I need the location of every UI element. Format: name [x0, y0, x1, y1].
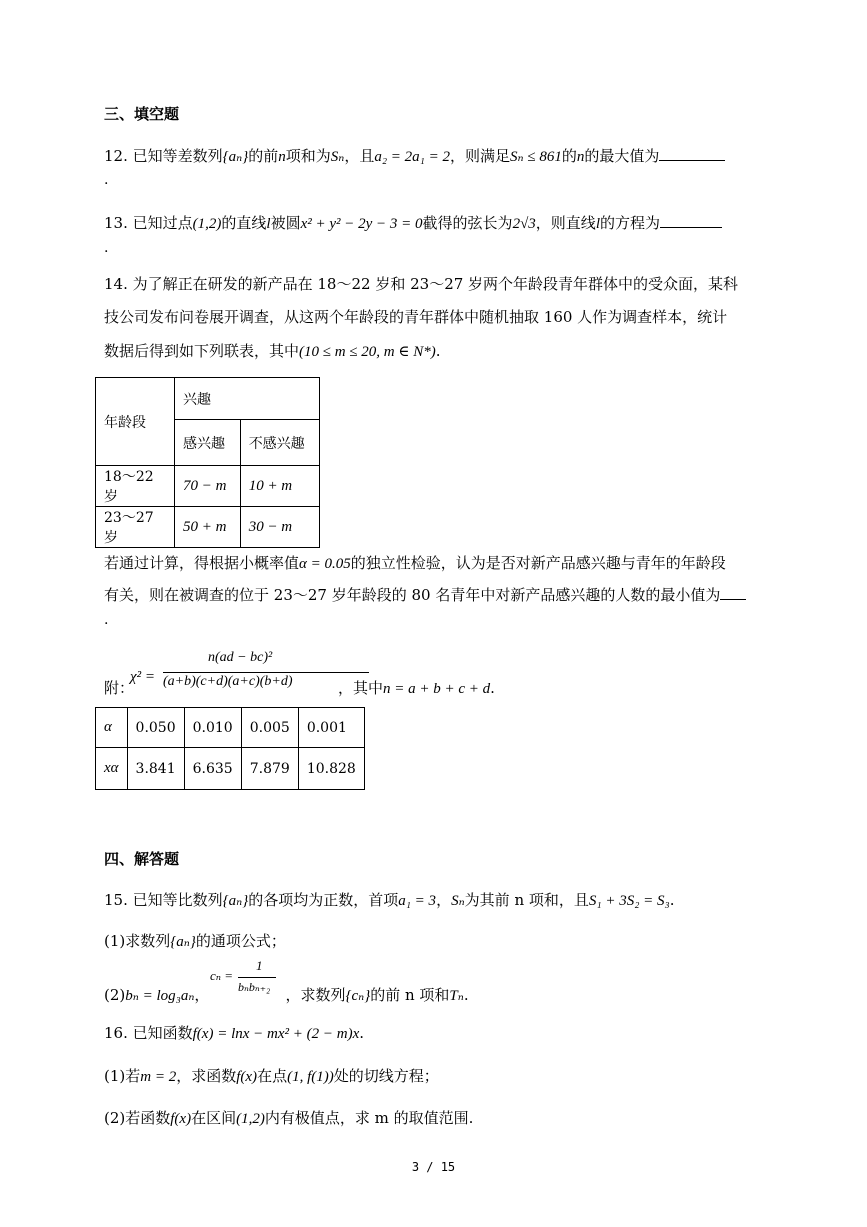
question-14-line-2: 技公司发布问卷展开调查，从这两个年龄段的青年群体中随机抽取 160 人作为调查样本，统计 [104, 308, 728, 326]
question-13: 13. 已知过点(1,2)的直线l被圆x² + y² − 2y − 3 = 0截得的弦长为2√3，则直线l的方程为 [104, 213, 722, 234]
line-end-dot: . [104, 172, 109, 188]
table-row: 23～27 岁 50 + m 30 − m [96, 507, 320, 548]
appendix-label: 附： [104, 679, 135, 697]
question-14-line-4: 若通过计算，得根据小概率值α = 0.05的独立性检验，认为是否对新产品感兴趣与青年的年龄段 [104, 554, 726, 572]
question-15-part-1: (1)求数列{aₙ}的通项公式； [104, 932, 286, 950]
question-15-part-2: (2)bₙ = log₃aₙ， ，求数列{cₙ}的前 n 项和Tₙ. [104, 986, 469, 1004]
question-15: 15. 已知等比数列{aₙ}的各项均为正数，首项a₁ = 3，Sₙ为其前 n 项和，且S₁ + 3S₂ = S₃. [104, 891, 675, 909]
table-row: xα 3.841 6.635 7.879 10.828 [96, 748, 365, 790]
question-16-part-2: (2)若函数f(x)在区间(1,2)内有极值点，求 m 的取值范围. [104, 1109, 474, 1127]
column-group-interest: 兴趣 [175, 378, 320, 420]
page-number: 3 / 15 [411, 1160, 456, 1174]
question-14-line-1: 14. 为了解正在研发的新产品在 18～22 岁和 23～27 岁两个年龄段青年群体中的受众面，某科 [104, 275, 739, 293]
contingency-table [95, 377, 320, 548]
math-inequality: Sₙ ≤ 861 [510, 149, 562, 165]
fraction-bar [163, 672, 369, 673]
question-14-line-5: 有关，则在被调查的位于 23～27 岁年龄段的 80 名青年中对新产品感兴趣的人数的最小值为 [104, 585, 746, 605]
math-m-range: (10 ≤ m ≤ 20, m ∈ N*) [299, 344, 436, 360]
answer-blank [659, 146, 725, 161]
row-header-age: 年龄段 [96, 378, 175, 466]
question-14-line-3: 数据后得到如下列联表，其中(10 ≤ m ≤ 20, m ∈ N*). [104, 342, 441, 360]
column-interested: 感兴趣 [175, 420, 241, 466]
line-end-dot: . [104, 240, 109, 256]
math-condition: a₂ = 2a₁ = 2 [374, 149, 451, 165]
math-seq: {aₙ} [222, 149, 249, 165]
math-circle: x² + y² − 2y − 3 = 0 [300, 216, 423, 232]
question-12: 12. 已知等差数列{aₙ}的前n项和为Sₙ，且a₂ = 2a₁ = 2，则满足Sₙ ≤ 861的n的最大值为 [104, 146, 725, 167]
table-row: α 0.050 0.010 0.005 0.001 [96, 708, 365, 748]
answer-blank [660, 213, 722, 228]
section-3-heading: 三、填空题 [104, 105, 180, 123]
cn-fraction: cₙ = 1 bₙbₙ₊₂ [208, 958, 278, 1002]
critical-value-table [95, 707, 365, 790]
formula-note: ，其中n = a + b + c + d. [338, 679, 495, 697]
line-end-dot: . [104, 612, 109, 628]
answer-blank [720, 585, 746, 600]
column-not-interested: 不感兴趣 [240, 420, 319, 466]
question-16-part-1: (1)若m = 2，求函数f(x)在点(1, f(1))处的切线方程； [104, 1067, 439, 1085]
table-row: 18～22 岁 70 − m 10 + m [96, 466, 320, 507]
section-4-heading: 四、解答题 [104, 850, 180, 868]
question-16: 16. 已知函数f(x) = lnx − mx² + (2 − m)x. [104, 1024, 365, 1042]
